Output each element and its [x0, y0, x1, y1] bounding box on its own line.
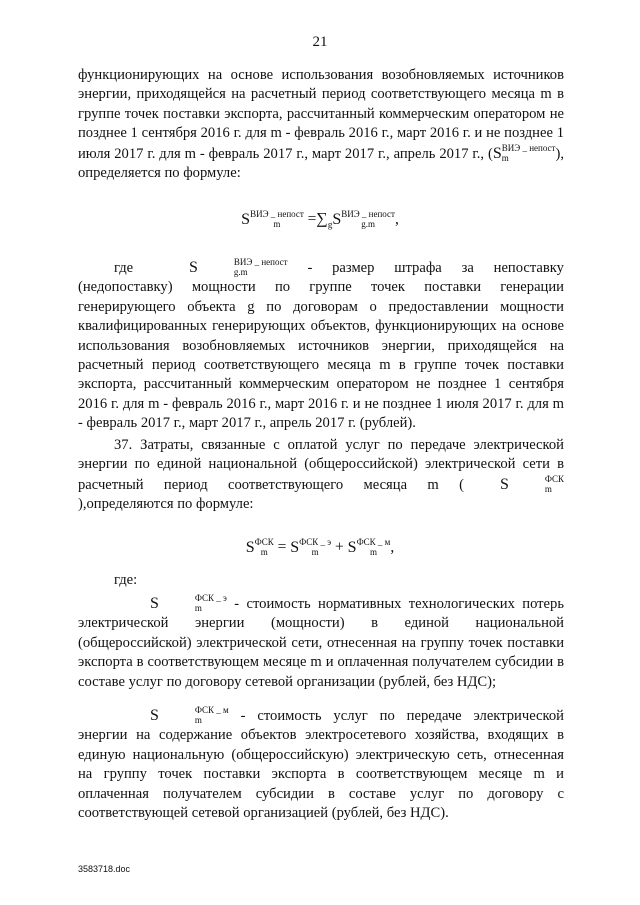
formula-fsk-term1: [290, 538, 331, 557]
definition-vie-g: [78, 258, 564, 434]
paragraph-intro-end: ), определяется по формуле:: [78, 145, 564, 182]
symbol-sub: m: [260, 547, 268, 557]
symbol-letter: S: [245, 538, 255, 556]
symbol-sup: ФСК _ э: [194, 593, 227, 604]
page-number: 21: [312, 34, 328, 50]
paragraph-intro: [78, 66, 564, 183]
definition-text: - стоимость услуг по передаче электрической энергии на содержание объектов электросетевого хозяйства, входящих в единую национальную (общероссийскую) электрическую сеть, отнесенная на группу точек поставки экспорта в соответствующем месяце m и оплаченная получателем субсидии в составе услуг по договору с соответствующей сетевой организацией (рублей, без НДС).: [78, 708, 564, 822]
symbol-sub: m: [369, 547, 377, 557]
symbol-letter: S: [347, 538, 357, 556]
plus-sign: +: [335, 538, 344, 556]
paragraph-37-end: ),определяются по формуле:: [78, 496, 254, 513]
file-name-footer: 3583718.doc: [78, 864, 131, 874]
symbol-sup: ФСК: [544, 474, 564, 485]
formula-fsk: [0, 538, 640, 557]
symbol-letter: S: [332, 210, 342, 228]
symbol-sup: ФСК _ м: [194, 705, 229, 716]
symbol-s-fsk-m: [114, 706, 229, 725]
formula-vie-lhs: [241, 210, 304, 229]
definition-text: - размер штрафа за непоставку (недопоставку) мощности по группе точек поставки генерации генерирующего объекта g по договорам о предоставлении мощности квалифицированных генерирующих объектов, функционирующих на основе использования возобновляемых источников энергии, приходящейся на расчетный период соответствующего месяца m в группе точек поставки экспорта, рассчитанный коммерческим оператором не позднее 1 сентября 2016 г. для m - февраль 2016 г., март 2016 г. и не позднее 1 июля 2017 г. для m - февраль 2017 г., март 2017 г., апрель 2017 г. (рублей).: [78, 260, 564, 432]
symbol-sup: ФСК _ м: [356, 537, 391, 547]
symbol-letter: S: [499, 475, 509, 493]
symbol-sub: m: [194, 603, 202, 614]
symbol-s-fsk: [464, 475, 564, 494]
formula-vie-rhs: [332, 210, 395, 229]
formula-vie: [0, 210, 640, 229]
symbol-letter: S: [241, 210, 251, 228]
formula-fsk-lhs: [246, 538, 274, 557]
equals-sign: =: [307, 210, 317, 228]
paragraph-37-text: 37. Затраты, связанные с оплатой услуг по передаче электрической энергии по единой национальной (общероссийской) электрической сети в расчетный период соответствующего месяца m (: [78, 437, 564, 493]
formula-comma: ,: [394, 210, 399, 228]
where-label: где: [114, 260, 134, 276]
sum-index: g: [327, 219, 333, 230]
symbol-letter: S: [492, 144, 502, 162]
symbol-s-vie: [493, 144, 556, 163]
symbol-sub: m: [544, 484, 552, 495]
symbol-letter: S: [290, 538, 300, 556]
where-label-2: где:: [114, 572, 138, 588]
symbol-sub: g.m: [361, 219, 375, 229]
sum-sign: ∑: [316, 210, 328, 228]
definition-fsk-m: [78, 706, 564, 823]
symbol-sub: m: [194, 715, 202, 726]
symbol-sup: ВИЭ _ непост: [250, 209, 304, 219]
symbol-sub: m: [501, 152, 509, 163]
formula-fsk-term2: [348, 538, 391, 557]
symbol-s-vie-gm: [153, 258, 288, 277]
definition-fsk-e: [78, 594, 564, 692]
paragraph-intro-text: функционирующих на основе использования возобновляемых источников энергии, приходящейся на расчетный период соответствующего месяца m в группе точек поставки экспорта, рассчитанный коммерческим оператором не позднее 1 сентября 2016 г. для m - февраль 2016 г., март 2016 г. и не позднее 1 июля 2017 г. для m - февраль 2017 г., март 2017 г., апрель 2017 г., (: [78, 67, 564, 162]
symbol-sup: ФСК: [254, 537, 274, 547]
symbol-sup: ВИЭ _ непост: [501, 142, 556, 153]
equals-sign: =: [277, 538, 287, 556]
symbol-letter: S: [150, 595, 159, 612]
symbol-sup: ФСК _ э: [299, 537, 332, 547]
symbol-sub: m: [273, 219, 281, 229]
symbol-sup: ВИЭ _ непост: [341, 209, 395, 219]
symbol-s-fsk-e: [114, 594, 227, 613]
symbol-sub: g.m: [233, 267, 248, 278]
symbol-letter: S: [188, 259, 198, 276]
definition-text: - стоимость нормативных технологических потерь электрической энергии (мощности) в единой национальной (общероссийской) электрической сети, отнесенная на группу точек поставки экспорта в соответствующем месяце m и оплаченная получателем субсидии в составе услуг по договору сетевой организации (рублей, без НДС);: [78, 596, 564, 690]
paragraph-37: [78, 436, 564, 515]
formula-comma: ,: [390, 538, 395, 556]
symbol-letter: S: [150, 707, 159, 724]
symbol-sub: m: [311, 547, 319, 557]
symbol-sup: ВИЭ _ непост: [233, 257, 288, 268]
